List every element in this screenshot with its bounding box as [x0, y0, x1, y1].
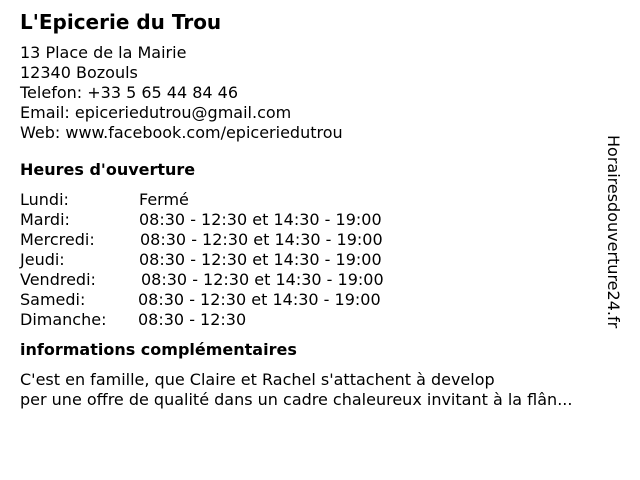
time-value: Fermé — [139, 190, 189, 209]
hours-table — [20, 190, 620, 330]
hours-row-saturday — [20, 290, 620, 310]
hours-row-thursday — [20, 250, 620, 270]
day-label: Lundi: — [20, 190, 69, 209]
time-value: 08:30 - 12:30 et 14:30 - 19:00 — [139, 210, 382, 229]
day-label: Samedi: — [20, 290, 86, 309]
address-line-1: 13 Place de la Mairie — [20, 43, 187, 62]
web-line: Web: www.facebook.com/epiceriedutrou — [20, 123, 343, 142]
hours-row-sunday — [20, 310, 620, 330]
day-label: Jeudi: — [20, 250, 65, 269]
hours-heading: Heures d'ouverture — [20, 160, 196, 179]
hours-row-wednesday — [20, 230, 620, 250]
store-name: L'Epicerie du Trou — [20, 10, 222, 34]
info-heading: informations complémentaires — [20, 340, 297, 359]
day-label: Vendredi: — [20, 270, 96, 289]
email-line: Email: epiceriedutrou@gmail.com — [20, 103, 292, 122]
time-value: 08:30 - 12:30 et 14:30 - 19:00 — [140, 230, 383, 249]
phone-line: Telefon: +33 5 65 44 84 46 — [20, 83, 239, 102]
store-card — [20, 10, 620, 410]
hours-row-friday — [20, 270, 620, 290]
address-line-2: 12340 Bozouls — [20, 63, 138, 82]
time-value: 08:30 - 12:30 et 14:30 - 19:00 — [141, 270, 384, 289]
hours-row-monday — [20, 190, 620, 210]
info-text-line-1: C'est en famille, que Claire et Rachel s'attachent à develop — [20, 370, 495, 389]
day-label: Mardi: — [20, 210, 70, 229]
time-value: 08:30 - 12:30 et 14:30 - 19:00 — [139, 250, 382, 269]
time-value: 08:30 - 12:30 — [138, 310, 247, 329]
time-value: 08:30 - 12:30 et 14:30 - 19:00 — [138, 290, 381, 309]
hours-row-tuesday — [20, 210, 620, 230]
site-watermark: Horairesdouverture24.fr — [604, 135, 623, 329]
day-label: Dimanche: — [20, 310, 107, 329]
day-label: Mercredi: — [20, 230, 95, 249]
info-text-line-2: per une offre de qualité dans un cadre chaleureux invitant à la flân... — [20, 390, 573, 409]
